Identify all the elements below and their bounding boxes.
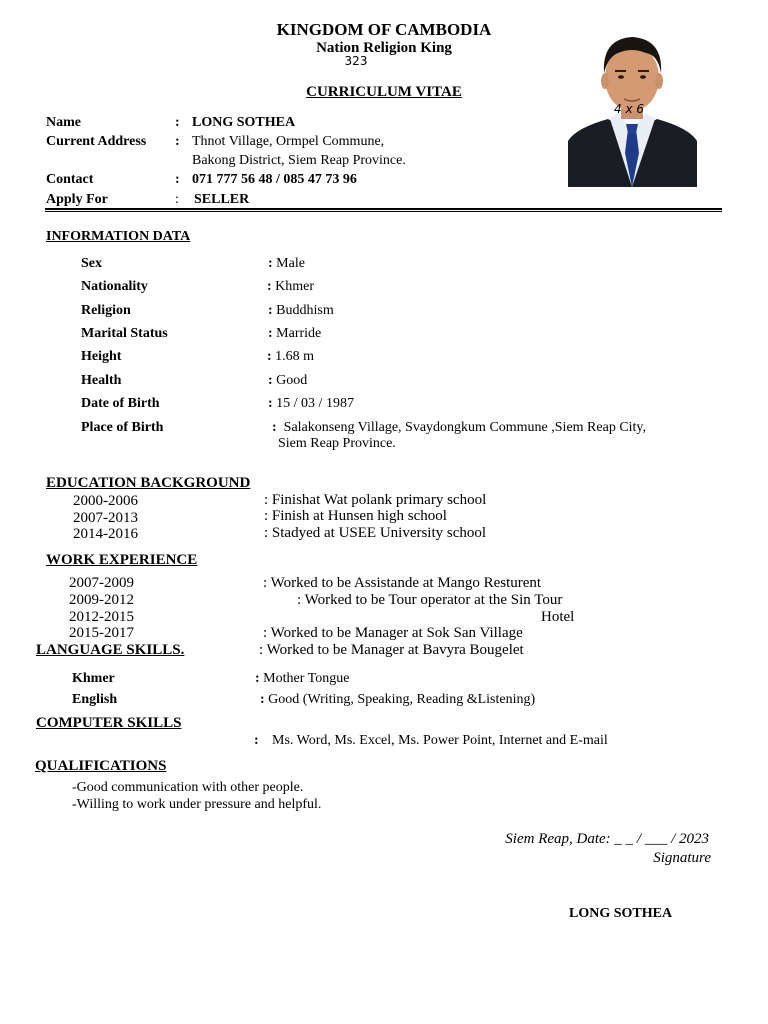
computer-skills-heading: COMPUTER SKILLS [36, 715, 182, 731]
computer-skills-separator: : [254, 733, 259, 748]
info-value-text: Good [276, 373, 308, 388]
info-value-sex: : Male [268, 256, 305, 271]
education-years: 2000-2006 [73, 493, 138, 509]
info-value-place-of-birth-line2: Siem Reap Province. [278, 436, 396, 451]
contact-separator: : [175, 172, 180, 187]
info-value-text: Khmer [275, 279, 315, 294]
qualification-item: -Willing to work under pressure and helpful. [72, 797, 322, 812]
computer-skills-value: Ms. Word, Ms. Excel, Ms. Power Point, Internet and E-mail [272, 733, 608, 748]
work-detail-continued: Hotel [541, 609, 575, 625]
info-value-place-of-birth: : Salakonseng Village, Svaydongkum Commune ,Siem Reap City, [272, 420, 647, 435]
qualifications-heading: QUALIFICATIONS [35, 758, 167, 774]
education-detail: : Stadyed at USEE University school [264, 525, 487, 541]
work-years: 2007-2009 [69, 575, 134, 591]
info-label-marital-status: Marital Status [81, 326, 168, 341]
apply-label: Apply For [46, 192, 108, 207]
work-experience-heading: WORK EXPERIENCE [46, 552, 198, 568]
contact-value: 071 777 56 48 / 085 47 73 96 [192, 172, 357, 187]
info-label-sex: Sex [81, 256, 102, 271]
info-label-religion: Religion [81, 303, 131, 318]
info-label-health: Health [81, 373, 122, 388]
contact-label: Contact [46, 172, 94, 187]
information-data-heading: INFORMATION DATA [46, 229, 191, 244]
work-years: 2012-2015 [69, 609, 134, 625]
work-detail: : Worked to be Tour operator at the Sin Tour [297, 592, 563, 608]
name-value: LONG SOTHEA [192, 115, 296, 130]
signer-name: LONG SOTHEA [569, 906, 673, 921]
education-heading: EDUCATION BACKGROUND [46, 475, 251, 491]
name-label: Name [46, 115, 81, 130]
info-label-height: Height [81, 349, 122, 364]
info-value-text: Marride [276, 326, 322, 341]
apply-separator: : [175, 192, 179, 207]
info-value-religion: : Buddhism [268, 303, 334, 318]
apply-value: SELLER [194, 192, 250, 207]
country-heading: KINGDOM OF CAMBODIA [276, 20, 492, 39]
education-years: 2014-2016 [73, 526, 138, 542]
name-separator: : [175, 115, 180, 130]
language-label-khmer: Khmer [72, 671, 115, 686]
education-detail: : Finishat Wat polank primary school [264, 492, 487, 508]
info-value-text: Male [276, 256, 305, 271]
work-years: 2015-2017 [69, 625, 134, 641]
info-label-place-of-birth: Place of Birth [81, 420, 164, 435]
info-label-date-of-birth: Date of Birth [81, 396, 160, 411]
info-value-height: : 1.68 m [267, 349, 315, 364]
work-detail: : Worked to be Assistande at Mango Resturent [263, 575, 542, 591]
info-value-text: Salakonseng Village, Svaydongkum Commune ,Siem Reap City, [283, 420, 647, 435]
education-years: 2007-2013 [73, 510, 138, 526]
work-detail: : Worked to be Manager at Bavyra Bougelet [259, 642, 524, 658]
language-label-english: English [72, 692, 118, 707]
signature-label: Signature [653, 850, 711, 866]
info-value-text: 1.68 m [275, 349, 315, 364]
info-value-health: : Good [268, 373, 308, 388]
language-value-english: : Good (Writing, Speaking, Reading &Listening) [260, 692, 536, 707]
work-years: 2009-2012 [69, 592, 134, 608]
address-line-1: Thnot Village, Ormpel Commune, [192, 134, 385, 149]
photo-size-label: 4 x 6 [614, 102, 644, 116]
info-label-nationality: Nationality [81, 279, 148, 294]
header-divider-thin [45, 211, 722, 212]
language-value-text: Mother Tongue [263, 671, 350, 686]
motto: Nation Religion King [316, 40, 452, 56]
work-detail: : Worked to be Manager at Sok San Village [263, 625, 523, 641]
qualification-item: -Good communication with other people. [72, 780, 304, 795]
date-line: Siem Reap, Date: _ _ / ___ / 2023 [505, 831, 709, 847]
language-skills-heading: LANGUAGE SKILLS. [36, 642, 185, 658]
header-divider-thick [45, 208, 722, 210]
address-separator: : [175, 134, 180, 149]
address-line-2: Bakong District, Siem Reap Province. [192, 153, 406, 168]
info-value-date-of-birth: : 15 / 03 / 1987 [268, 396, 354, 411]
education-detail: : Finish at Hunsen high school [264, 508, 447, 524]
info-value-text: 15 / 03 / 1987 [276, 396, 354, 411]
info-value-nationality: : Khmer [267, 279, 315, 294]
info-value-text: Buddhism [276, 303, 334, 318]
applicant-photo [568, 33, 697, 187]
document-title: CURRICULUM VITAE [306, 84, 462, 100]
language-value-khmer: : Mother Tongue [255, 671, 350, 686]
address-label: Current Address [46, 134, 147, 149]
info-value-marital-status: : Marride [268, 326, 322, 341]
ornament-text: 323 [344, 54, 368, 68]
language-value-text: Good (Writing, Speaking, Reading &Listening) [268, 692, 536, 707]
